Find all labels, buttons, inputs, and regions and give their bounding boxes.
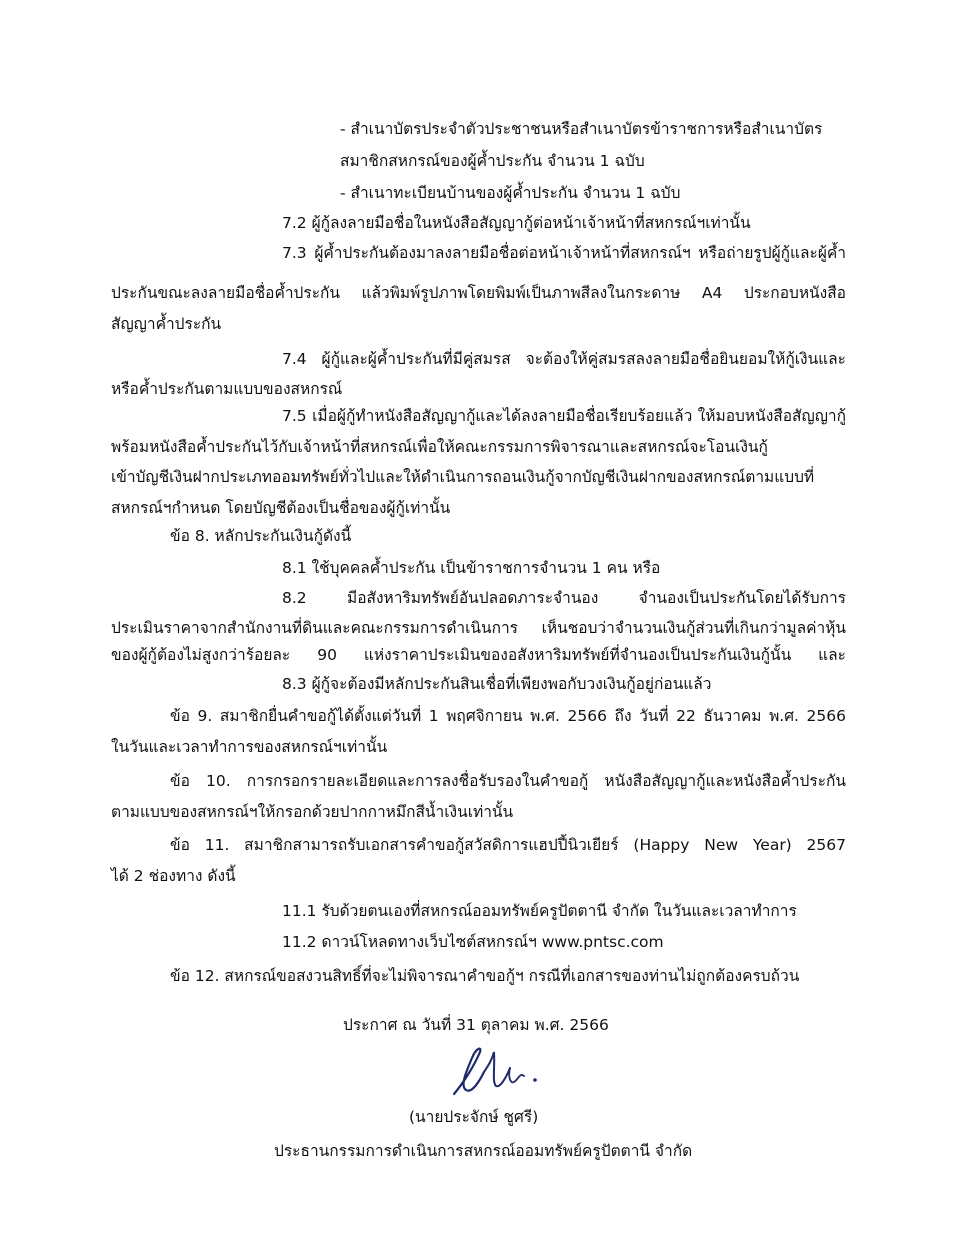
- doc-line: 8.2 มีอสังหาริมทรัพย์อันปลอดภาระจำนอง จำนองเป็นประกันโดยได้รับการ: [282, 589, 846, 607]
- doc-line: 8.3 ผู้กู้จะต้องมีหลักประกันสินเชื่อที่เพียงพอกับวงเงินกู้อยู่ก่อนแล้ว: [282, 675, 712, 693]
- doc-line: ข้อ 12. สหกรณ์ขอสงวนสิทธิ์ที่จะไม่พิจารณาคำขอกู้ฯ กรณีที่เอกสารของท่านไม่ถูกต้องครบถ้วน: [170, 967, 800, 985]
- doc-line: ประเมินราคาจากสำนักงานที่ดินและคณะกรรมการดำเนินการ เห็นชอบว่าจำนวนเงินกู้ส่วนที่เกินกว่ามูลค่าหุ้น: [111, 619, 846, 637]
- doc-line: - สำเนาทะเบียนบ้านของผู้ค้ำประกัน จำนวน 1 ฉบับ: [340, 184, 681, 202]
- doc-line: ข้อ 10. การกรอกรายละเอียดและการลงชื่อรับรองในคำขอกู้ หนังสือสัญญากู้และหนังสือค้ำประกัน: [170, 772, 846, 790]
- doc-line: สมาชิกสหกรณ์ของผู้ค้ำประกัน จำนวน 1 ฉบับ: [340, 152, 645, 170]
- doc-line: สหกรณ์ฯกำหนด โดยบัญชีต้องเป็นชื่อของผู้กู้เท่านั้น: [111, 499, 451, 517]
- doc-line: 7.4 ผู้กู้และผู้ค้ำประกันที่มีคู่สมรส จะต้องให้คู่สมรสลงลายมือชื่อยินยอมให้กู้เงินและ: [282, 350, 846, 368]
- doc-line: 7.2 ผู้กู้ลงลายมือชื่อในหนังสือสัญญากู้ต่อหน้าเจ้าหน้าที่สหกรณ์ฯเท่านั้น: [282, 214, 751, 232]
- signer-title: ประธานกรรมการดำเนินการสหกรณ์ออมทรัพย์ครูปัตตานี จำกัด: [274, 1142, 693, 1160]
- doc-line: ข้อ 9. สมาชิกยื่นคำขอกู้ได้ตั้งแต่วันที่ 1 พฤศจิกายน พ.ศ. 2566 ถึง วันที่ 22 ธันวาคม พ.ศ. 2566: [170, 707, 846, 725]
- doc-line: 7.3 ผู้ค้ำประกันต้องมาลงลายมือชื่อต่อหน้าเจ้าหน้าที่สหกรณ์ฯ หรือถ่ายรูปผู้กู้และผู้ค้ำ: [282, 244, 846, 262]
- doc-line: - สำเนาบัตรประจำตัวประชาชนหรือสำเนาบัตรข้าราชการหรือสำเนาบัตร: [340, 120, 823, 138]
- doc-line: ของผู้กู้ต้องไม่สูงกว่าร้อยละ 90 แห่งราคาประเมินของอสังหาริมทรัพย์ที่จำนองเป็นประกันเงินกู้นั้น และ: [111, 646, 846, 664]
- signature-image: [440, 1042, 550, 1102]
- doc-line: 7.5 เมื่อผู้กู้ทำหนังสือสัญญากู้และได้ลงลายมือชื่อเรียบร้อยแล้ว ให้มอบหนังสือสัญญากู้: [282, 407, 846, 425]
- doc-line: ประกันขณะลงลายมือชื่อค้ำประกัน แล้วพิมพ์รูปภาพโดยพิมพ์เป็นภาพสีลงในกระดาษ A4 ประกอบหนังสือ: [111, 284, 846, 302]
- doc-line: หรือค้ำประกันตามแบบของสหกรณ์: [111, 380, 343, 398]
- doc-line: สัญญาค้ำประกัน: [111, 315, 222, 333]
- doc-line: ได้ 2 ช่องทาง ดังนี้: [111, 867, 236, 885]
- announcement-date: ประกาศ ณ วันที่ 31 ตุลาคม พ.ศ. 2566: [343, 1016, 609, 1034]
- doc-line: ข้อ 8. หลักประกันเงินกู้ดังนี้: [170, 527, 352, 545]
- doc-line: ตามแบบของสหกรณ์ฯให้กรอกด้วยปากกาหมึกสีน้ำเงินเท่านั้น: [111, 803, 514, 821]
- doc-line: ในวันและเวลาทำการของสหกรณ์ฯเท่านั้น: [111, 738, 388, 756]
- doc-line: พร้อมหนังสือค้ำประกันไว้กับเจ้าหน้าที่สหกรณ์เพื่อให้คณะกรรมการพิจารณาและสหกรณ์จะโอนเงินกู้: [111, 438, 768, 456]
- doc-line: เข้าบัญชีเงินฝากประเภทออมทรัพย์ทั่วไปและให้ดำเนินการถอนเงินกู้จากบัญชีเงินฝากของสหกรณ์ตามแบบที่: [111, 468, 815, 486]
- doc-line: 8.1 ใช้บุคคลค้ำประกัน เป็นข้าราชการจำนวน 1 คน หรือ: [282, 559, 661, 577]
- doc-line: 11.2 ดาวน์โหลดทางเว็บไซต์สหกรณ์ฯ www.pntsc.com: [282, 933, 664, 951]
- doc-line: ข้อ 11. สมาชิกสามารถรับเอกสารคำขอกู้สวัสดิการแฮปปี้นิวเยียร์ (Happy New Year) 2567: [170, 836, 846, 854]
- doc-line: 11.1 รับด้วยตนเองที่สหกรณ์ออมทรัพย์ครูปัตตานี จำกัด ในวันและเวลาทำการ: [282, 902, 797, 920]
- signer-name: (นายประจักษ์ ชูศรี): [409, 1108, 539, 1126]
